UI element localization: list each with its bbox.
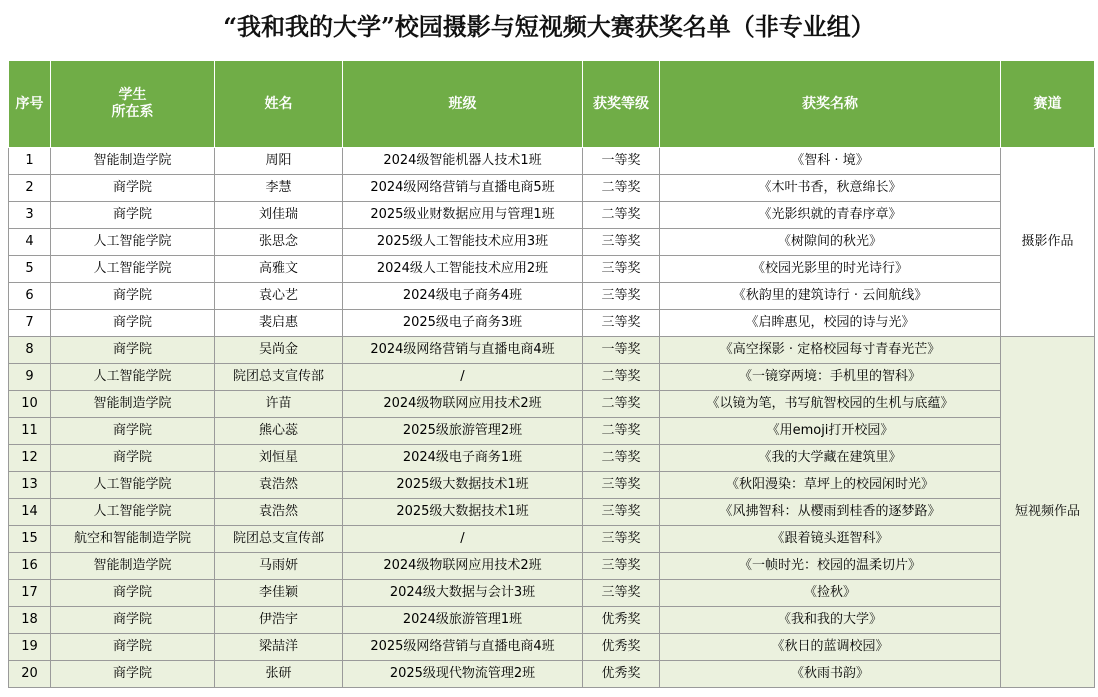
cell-class: 2024级网络营销与直播电商5班 <box>343 175 583 202</box>
table-row <box>9 310 1095 337</box>
cell-award: 《秋日的蓝调校园》 <box>660 634 1001 661</box>
cell-class: 2024级电子商务1班 <box>343 445 583 472</box>
cell-no: 1 <box>9 148 51 175</box>
cell-name: 吴尚金 <box>215 337 343 364</box>
header-track: 赛道 <box>1001 61 1095 148</box>
table-row <box>9 661 1095 688</box>
header-level: 获奖等级 <box>583 61 660 148</box>
cell-class: / <box>343 526 583 553</box>
category-photo: 摄影作品 <box>1001 148 1095 337</box>
cell-award: 《启眸惠见，校园的诗与光》 <box>660 310 1001 337</box>
cell-name: 袁浩然 <box>215 499 343 526</box>
cell-no: 20 <box>9 661 51 688</box>
cell-level: 三等奖 <box>583 472 660 499</box>
cell-no: 6 <box>9 283 51 310</box>
cell-name: 袁浩然 <box>215 472 343 499</box>
cell-award: 《树隙间的秋光》 <box>660 229 1001 256</box>
category-video: 短视频作品 <box>1001 337 1095 688</box>
cell-class: 2024级大数据与会计3班 <box>343 580 583 607</box>
cell-class: 2024级旅游管理1班 <box>343 607 583 634</box>
table-header <box>9 61 1095 148</box>
table-body <box>9 148 1095 688</box>
cell-award: 《风拂智科：从樱雨到桂香的逐梦路》 <box>660 499 1001 526</box>
cell-name: 袁心艺 <box>215 283 343 310</box>
cell-level: 优秀奖 <box>583 661 660 688</box>
cell-name: 伊浩宇 <box>215 607 343 634</box>
cell-dept: 智能制造学院 <box>51 148 215 175</box>
cell-dept: 商学院 <box>51 418 215 445</box>
cell-name: 张研 <box>215 661 343 688</box>
cell-no: 18 <box>9 607 51 634</box>
cell-no: 17 <box>9 580 51 607</box>
cell-class: 2025级现代物流管理2班 <box>343 661 583 688</box>
table-row <box>9 580 1095 607</box>
table-row <box>9 148 1095 175</box>
cell-no: 19 <box>9 634 51 661</box>
header-name: 姓名 <box>215 61 343 148</box>
cell-dept: 智能制造学院 <box>51 553 215 580</box>
cell-class: 2025级旅游管理2班 <box>343 418 583 445</box>
cell-name: 院团总支宣传部 <box>215 364 343 391</box>
cell-class: 2025级大数据技术1班 <box>343 472 583 499</box>
cell-class: 2024级物联网应用技术2班 <box>343 553 583 580</box>
cell-level: 三等奖 <box>583 580 660 607</box>
cell-level: 一等奖 <box>583 337 660 364</box>
table-row <box>9 337 1095 364</box>
cell-no: 2 <box>9 175 51 202</box>
cell-no: 13 <box>9 472 51 499</box>
cell-class: 2025级电子商务3班 <box>343 310 583 337</box>
cell-level: 优秀奖 <box>583 634 660 661</box>
cell-award: 《秋雨书韵》 <box>660 661 1001 688</box>
cell-dept: 商学院 <box>51 283 215 310</box>
cell-level: 三等奖 <box>583 310 660 337</box>
cell-dept: 商学院 <box>51 580 215 607</box>
cell-name: 梁喆洋 <box>215 634 343 661</box>
cell-name: 张思念 <box>215 229 343 256</box>
cell-level: 三等奖 <box>583 256 660 283</box>
cell-award: 《秋韵里的建筑诗行 · 云间航线》 <box>660 283 1001 310</box>
cell-award: 《高空探影 · 定格校园每寸青春光芒》 <box>660 337 1001 364</box>
cell-no: 7 <box>9 310 51 337</box>
table-row <box>9 418 1095 445</box>
cell-name: 裴启惠 <box>215 310 343 337</box>
table-row <box>9 229 1095 256</box>
table-row <box>9 445 1095 472</box>
cell-level: 二等奖 <box>583 445 660 472</box>
cell-level: 优秀奖 <box>583 607 660 634</box>
table-row <box>9 364 1095 391</box>
header-dept-line1: 学生 <box>118 87 147 103</box>
cell-dept: 人工智能学院 <box>51 472 215 499</box>
header-class: 班级 <box>343 61 583 148</box>
cell-dept: 人工智能学院 <box>51 499 215 526</box>
cell-level: 一等奖 <box>583 148 660 175</box>
cell-class: 2025级大数据技术1班 <box>343 499 583 526</box>
cell-level: 三等奖 <box>583 499 660 526</box>
cell-award: 《校园光影里的时光诗行》 <box>660 256 1001 283</box>
table-row <box>9 499 1095 526</box>
cell-name: 李慧 <box>215 175 343 202</box>
cell-no: 9 <box>9 364 51 391</box>
cell-dept: 商学院 <box>51 337 215 364</box>
table-row <box>9 175 1095 202</box>
cell-award: 《一帧时光：校园的温柔切片》 <box>660 553 1001 580</box>
cell-award: 《光影织就的青春序章》 <box>660 202 1001 229</box>
cell-dept: 航空和智能制造学院 <box>51 526 215 553</box>
cell-level: 二等奖 <box>583 202 660 229</box>
table-row <box>9 607 1095 634</box>
cell-award: 《木叶书香，秋意绵长》 <box>660 175 1001 202</box>
cell-award: 《跟着镜头逛智科》 <box>660 526 1001 553</box>
cell-class: 2024级人工智能技术应用2班 <box>343 256 583 283</box>
table-row <box>9 526 1095 553</box>
cell-class: 2024级物联网应用技术2班 <box>343 391 583 418</box>
cell-class: 2025级人工智能技术应用3班 <box>343 229 583 256</box>
cell-dept: 人工智能学院 <box>51 256 215 283</box>
cell-dept: 智能制造学院 <box>51 391 215 418</box>
cell-name: 院团总支宣传部 <box>215 526 343 553</box>
table-row <box>9 256 1095 283</box>
cell-no: 15 <box>9 526 51 553</box>
cell-level: 二等奖 <box>583 418 660 445</box>
cell-class: 2025级网络营销与直播电商4班 <box>343 634 583 661</box>
table-row <box>9 553 1095 580</box>
cell-dept: 商学院 <box>51 445 215 472</box>
cell-award: 《秋阳漫染：草坪上的校园闲时光》 <box>660 472 1001 499</box>
cell-level: 二等奖 <box>583 364 660 391</box>
cell-award: 《用emoji打开校园》 <box>660 418 1001 445</box>
cell-dept: 人工智能学院 <box>51 229 215 256</box>
cell-no: 8 <box>9 337 51 364</box>
cell-name: 刘佳瑞 <box>215 202 343 229</box>
table-row <box>9 634 1095 661</box>
table-row <box>9 202 1095 229</box>
cell-dept: 商学院 <box>51 310 215 337</box>
cell-name: 马雨妍 <box>215 553 343 580</box>
cell-no: 16 <box>9 553 51 580</box>
cell-name: 周阳 <box>215 148 343 175</box>
cell-award: 《一镜穿两境：手机里的智科》 <box>660 364 1001 391</box>
cell-no: 14 <box>9 499 51 526</box>
header-dept <box>51 61 215 148</box>
cell-class: 2025级业财数据应用与管理1班 <box>343 202 583 229</box>
cell-no: 10 <box>9 391 51 418</box>
header-dept-line2: 所在系 <box>111 104 154 120</box>
cell-name: 李佳颖 <box>215 580 343 607</box>
cell-dept: 人工智能学院 <box>51 364 215 391</box>
cell-dept: 商学院 <box>51 634 215 661</box>
cell-no: 4 <box>9 229 51 256</box>
cell-no: 3 <box>9 202 51 229</box>
cell-award: 《我和我的大学》 <box>660 607 1001 634</box>
header-award: 获奖名称 <box>660 61 1001 148</box>
cell-no: 11 <box>9 418 51 445</box>
page-title: “我和我的大学”校园摄影与短视频大赛获奖名单（非专业组） <box>223 12 875 41</box>
header-no: 序号 <box>9 61 51 148</box>
cell-class: / <box>343 364 583 391</box>
cell-dept: 商学院 <box>51 607 215 634</box>
cell-name: 刘恒星 <box>215 445 343 472</box>
cell-dept: 商学院 <box>51 175 215 202</box>
award-table <box>8 60 1095 688</box>
cell-class: 2024级电子商务4班 <box>343 283 583 310</box>
cell-award: 《以镜为笔，书写航智校园的生机与底蕴》 <box>660 391 1001 418</box>
table-row <box>9 472 1095 499</box>
cell-level: 三等奖 <box>583 283 660 310</box>
cell-award: 《智科 · 境》 <box>660 148 1001 175</box>
cell-level: 二等奖 <box>583 175 660 202</box>
cell-no: 12 <box>9 445 51 472</box>
cell-dept: 商学院 <box>51 202 215 229</box>
cell-class: 2024级智能机器人技术1班 <box>343 148 583 175</box>
cell-dept: 商学院 <box>51 661 215 688</box>
cell-award: 《我的大学藏在建筑里》 <box>660 445 1001 472</box>
cell-name: 许苗 <box>215 391 343 418</box>
cell-level: 三等奖 <box>583 553 660 580</box>
cell-no: 5 <box>9 256 51 283</box>
cell-level: 三等奖 <box>583 526 660 553</box>
table-row <box>9 391 1095 418</box>
cell-name: 熊心蕊 <box>215 418 343 445</box>
cell-class: 2024级网络营销与直播电商4班 <box>343 337 583 364</box>
cell-name: 高雅文 <box>215 256 343 283</box>
cell-award: 《捡秋》 <box>660 580 1001 607</box>
table-row <box>9 283 1095 310</box>
cell-level: 三等奖 <box>583 229 660 256</box>
cell-level: 二等奖 <box>583 391 660 418</box>
